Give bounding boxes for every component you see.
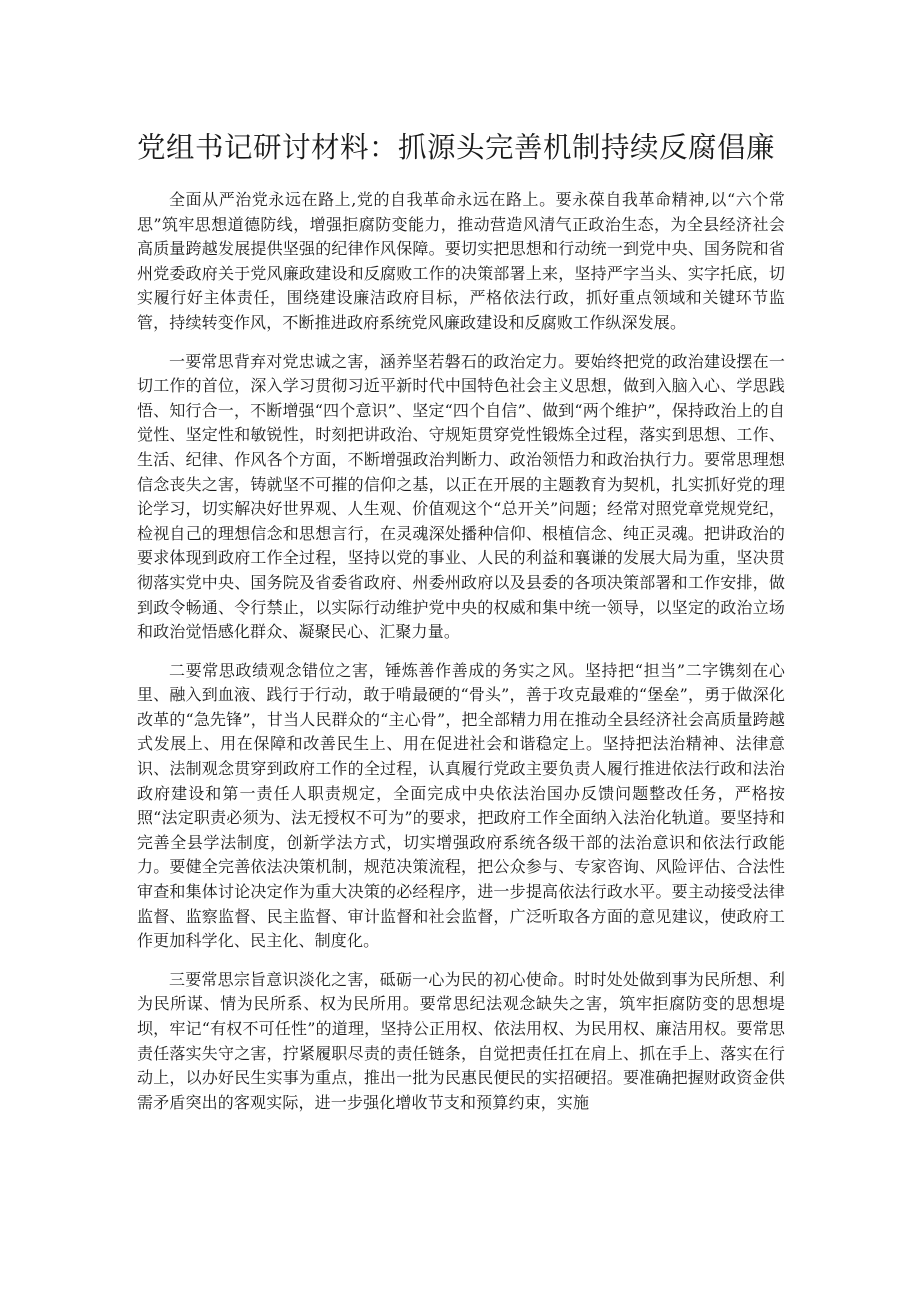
document-page xyxy=(137,128,785,1129)
document-title: 党组书记研讨材料：抓源头完善机制持续反腐倡廉 xyxy=(137,131,776,164)
paragraph-point-three: 三要常思宗旨意识淡化之害，砥砺一心为民的初心使命。时时处处做到事为民所想、利为民所谋、情为民所系、权为民所用。要常思纪法观念缺失之害，筑牢拒腐防变的思想堤坝，牢记“有权不可任性”的道理，坚持公正用权、依法用权、为民用权、廉洁用权。要常思责任落实失守之害，拧紧履职尽责的责任链条，自觉把责任扛在肩上、抓在手上、落实在行动上，以办好民生实事为重点，推出一批为民惠民便民的实招硬招。要准确把握财政资金供需矛盾突出的客观实际，进一步强化增收节支和预算约束，实施 xyxy=(137,969,785,1112)
paragraph-point-two: 二要常思政绩观念错位之害，锤炼善作善成的务实之风。坚持把“担当”二字镌刻在心里、融入到血液、践行于行动，敢于啃最硬的“骨头”，善于攻克最难的“堡垒”，勇于做深化改革的“急先锋”，甘当人民群众的“主心骨”，把全部精力用在推动全县经济社会高质量跨越式发展上、用在保障和改善民生上、用在促进社会和谐稳定上。坚持把法治精神、法律意识、法制观念贯穿到政府工作的全过程，认真履行党政主要负责人履行推进依法行政和法治政府建设和第一责任人职责规定，全面完成中央依法治国办反馈问题整改任务，严格按照“法定职责必须为、法无授权不可为”的要求，把政府工作全面纳入法治化轨道。要坚持和完善全县学法制度，创新学法方式，切实增强政府系统各级干部的法治意识和依法行政能力。要健全完善依法决策机制，规范决策流程，把公众参与、专家咨询、风险评估、合法性审查和集体讨论决定作为重大决策的必经程序，进一步提高依法行政水平。要主动接受法律监督、监察监督、民主监督、审计监督和社会监督，广泛听取各方面的意见建议，使政府工作更加科学化、民主化、制度化。 xyxy=(137,660,785,951)
paragraph-intro: 全面从严治党永远在路上,党的自我革命永远在路上。要永葆自我革命精神,以“六个常思”筑牢思想道德防线，增强拒腐防变能力，推动营造风清气正政治生态，为全县经济社会高质量跨越发展提供坚强的纪律作风保障。要切实把思想和行动统一到党中央、国务院和省州党委政府关于党风廉政建设和反腐败工作的决策部署上来，坚持严字当头、实字托底，切实履行好主体责任，围绕建设廉洁政府目标，严格依法行政，抓好重点领域和关键环节监管，持续转变作风，不断推进政府系统党风廉政建设和反腐败工作纵深发展。 xyxy=(137,190,785,332)
paragraph-point-one: 一要常思背弃对党忠诚之害，涵养坚若磐石的政治定力。要始终把党的政治建设摆在一切工作的首位，深入学习贯彻习近平新时代中国特色社会主义思想，做到入脑入心、学思践悟、知行合一，不断增强“四个意识”、坚定“四个自信”、做到“两个维护”，保持政治上的自觉性、坚定性和敏锐性，时刻把讲政治、守规矩贯穿党性锻炼全过程，落实到思想、工作、生活、纪律、作风各个方面，不断增强政治判断力、政治领悟力和政治执行力。要常思理想信念丧失之害，铸就坚不可摧的信仰之基，以正在开展的主题教育为契机，扎实抓好党的理论学习，切实解决好世界观、人生观、价值观这个“总开关”问题；经常对照党章党规党纪，检视自己的理想信念和思想言行，在灵魂深处播种信仰、根植信念、纯正灵魂。把讲政治的要求体现到政府工作全过程，坚持以党的事业、人民的利益和襄谦的发展大局为重，坚决贯彻落实党中央、国务院及省委省政府、州委州政府以及县委的各项决策部署和工作安排，做到政令畅通、令行禁止，以实际行动维护党中央的权威和集中统一领导，以坚定的政治立场和政治觉悟感化群众、凝聚民心、汇聚力量。 xyxy=(137,351,785,642)
